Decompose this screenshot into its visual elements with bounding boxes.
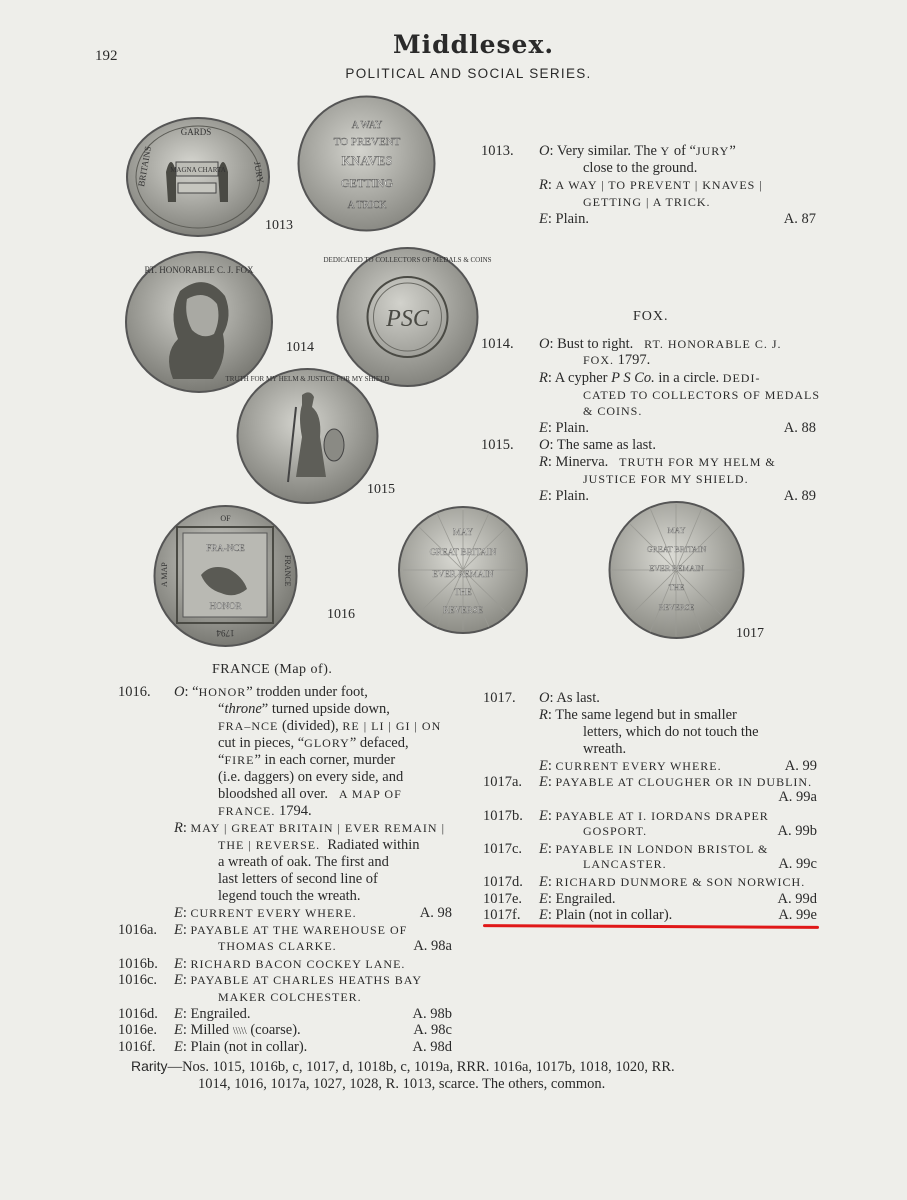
- coin-number-1013: 1013: [265, 218, 293, 233]
- coin-1016-obv-a-map: A MAP: [160, 562, 169, 587]
- obverse-line-5: “FIRE” in each corner, murder: [218, 752, 396, 768]
- reverse-line-1: R: The same legend but in smaller: [539, 707, 737, 723]
- entry-number: 1016c.: [118, 972, 158, 988]
- obverse-line-6: (i.e. daggers) on every side, and: [218, 769, 404, 785]
- edge-line: E: PAYABLE IN LONDON BRISTOL &: [539, 841, 769, 857]
- coin-1017-rev-line5: REVERSE: [658, 603, 695, 612]
- obverse-line-2: FOX. 1797.: [583, 352, 651, 368]
- reverse-line-3: & COINS.: [583, 404, 643, 418]
- edge-line-2: MAKER COLCHESTER.: [218, 990, 362, 1004]
- coin-1016-obv-of: OF: [220, 514, 231, 523]
- edge-line: E: Milled \\\\\ (coarse). A. 98c: [174, 1022, 452, 1038]
- coin-1013-obv-legend-top: GARDS: [180, 127, 212, 137]
- entry-number: 1014.: [481, 336, 514, 352]
- coin-1017-rev-line2: GREAT BRITAIN: [646, 545, 707, 554]
- obverse-line-8: FRANCE. 1794.: [218, 803, 312, 819]
- edge-line: E: PAYABLE AT CLOUGHER OR IN DUBLIN.: [539, 774, 813, 790]
- entry-number: 1016d.: [118, 1006, 158, 1022]
- section-heading-fox: FOX.: [633, 309, 669, 324]
- coin-1016-rev-line5: REVERSE: [442, 605, 484, 615]
- edge-line-2: LANCASTER. A. 99c: [583, 856, 817, 872]
- reverse-line-3: wreath.: [583, 741, 627, 757]
- edge-line: E: Plain. A. 88: [539, 420, 816, 436]
- coin-1016-obv-honor: HONOR: [209, 601, 242, 611]
- reference: A. 88: [783, 420, 816, 436]
- coin-1013-rev-line1: A WAY: [351, 120, 383, 131]
- coin-1013-rev-line4: GETTING: [341, 176, 393, 190]
- coin-1016-reverse: [397, 505, 529, 635]
- entry-number: 1013.: [481, 143, 514, 159]
- coin-1016-rev-line2: GREAT BRITAIN: [429, 547, 497, 557]
- entry-number: 1016f.: [118, 1039, 156, 1055]
- reverse-line-2: THE | REVERSE. Radiated within: [218, 837, 420, 853]
- edge-line: E: RICHARD BACON COCKEY LANE.: [174, 956, 406, 972]
- entry-number: 1017b.: [483, 808, 523, 824]
- entry-number: 1016e.: [118, 1022, 158, 1038]
- coin-1014-obv-legend: RT. HONORABLE C. J. FOX: [144, 265, 254, 275]
- reference: A. 89: [783, 488, 816, 504]
- reverse-line: R: Minerva. TRUTH FOR MY HELM &: [539, 454, 776, 470]
- obverse-line: O: As last.: [539, 690, 600, 706]
- entry-number: 1015.: [481, 437, 514, 453]
- edge-line: E: Plain. A. 89: [539, 488, 816, 504]
- reference: A. 99c: [778, 856, 817, 872]
- entry-number: 1017d.: [483, 874, 523, 890]
- coin-1013-reverse: [297, 95, 436, 232]
- rarity-line-1: Rarity—Nos. 1015, 1016b, c, 1017, d, 1018b, c, 1019a, RRR. 1016a, 1017b, 1018, 1020, RR.: [131, 1058, 675, 1075]
- edge-line: E: CURRENT EVERY WHERE. A. 98: [174, 905, 452, 921]
- obverse-line-7: bloodshed all over. A MAP OF: [218, 786, 402, 802]
- reverse-line-2: CATED TO COLLECTORS OF MEDALS: [583, 388, 821, 402]
- edge-line: E: Plain (not in collar). A. 98d: [174, 1039, 452, 1055]
- obverse-line-2: close to the ground.: [583, 160, 698, 176]
- coin-1016-obv-france: FRANCE: [283, 555, 292, 587]
- edge-line: E: Engrailed. A. 99d: [539, 891, 817, 907]
- coin-1016-obverse: [153, 505, 298, 647]
- edge-line: E: RICHARD DUNMORE & SON NORWICH.: [539, 874, 806, 890]
- coin-1013-obv-banner: MAGNA CHARTA: [170, 166, 226, 174]
- entry-number: 1016a.: [118, 922, 158, 938]
- edge-line: E: Plain (not in collar). A. 99e: [539, 907, 817, 923]
- entry-number: 1016.: [118, 684, 151, 700]
- coin-number-1015: 1015: [367, 482, 395, 497]
- page-title: Middlesex.: [392, 30, 555, 59]
- reference: A. 99e: [778, 907, 817, 923]
- obverse-line: O: Bust to right. RT. HONORABLE C. J.: [539, 336, 782, 352]
- coin-1017-reverse: [608, 500, 745, 640]
- coin-1013-obv-legend-left: BRITAINS: [136, 145, 154, 188]
- obverse-line-4: cut in pieces, “GLORY” defaced,: [218, 735, 409, 751]
- page-subtitle: POLITICAL AND SOCIAL SERIES.: [345, 66, 592, 81]
- edge-line: E: Engrailed. A. 98b: [174, 1006, 452, 1022]
- section-heading-france: FRANCE (Map of).: [212, 662, 333, 677]
- edge-line: E: Plain. A. 87: [539, 211, 816, 227]
- entry-number: 1017.: [483, 690, 516, 706]
- entry-number: 1017a.: [483, 774, 523, 790]
- coin-1016-rev-line1: MAY: [452, 527, 474, 537]
- obverse-line: O: Very similar. The Y of “JURY”: [539, 143, 736, 159]
- reverse-line-4: last letters of second line of: [218, 871, 378, 887]
- coin-1017-rev-line4: THE: [668, 583, 685, 592]
- coin-1016-rev-line3: EVER REMAIN: [432, 569, 494, 579]
- red-underline-highlight: [483, 924, 819, 929]
- coin-1017-rev-line1: MAY: [667, 526, 686, 535]
- coin-1013-rev-line2: TO PREVENT: [333, 136, 401, 148]
- coin-1013-obverse: [126, 117, 270, 237]
- obverse-line-2: “throne” turned upside down,: [218, 701, 390, 717]
- reverse-line-2: letters, which do not touch the: [583, 724, 759, 740]
- obverse-line: O: The same as last.: [539, 437, 656, 453]
- reverse-line-2: JUSTICE FOR MY SHIELD.: [583, 472, 749, 486]
- edge-line: E: CURRENT EVERY WHERE. A. 99: [539, 758, 817, 774]
- reverse-line-1: R: MAY | GREAT BRITAIN | EVER REMAIN |: [174, 820, 445, 836]
- coin-number-1017: 1017: [736, 626, 764, 641]
- reverse-line-2: GETTING | A TRICK.: [583, 195, 711, 209]
- edge-line: E: PAYABLE AT THE WAREHOUSE OF: [174, 922, 408, 938]
- coin-1015-rev-legend: TRUTH FOR MY HELM & JUSTICE FOR MY SHIELD: [225, 375, 390, 383]
- reverse-line-5: legend touch the wreath.: [218, 888, 361, 904]
- edge-line-2: GOSPORT. A. 99b: [583, 823, 817, 839]
- entry-number: 1016b.: [118, 956, 158, 972]
- reference: A. 99b: [777, 823, 817, 839]
- entry-number: 1017e.: [483, 891, 523, 907]
- reference: A. 98b: [412, 1006, 452, 1022]
- coin-1013-obv-legend-right: JURY: [252, 160, 266, 185]
- coin-1014-rev-legend: DEDICATED TO COLLECTORS OF MEDALS & COINS: [323, 256, 492, 264]
- coin-1016-rev-line4: THE: [454, 587, 472, 597]
- reference: A. 98c: [413, 1022, 452, 1038]
- coin-number-1016: 1016: [327, 607, 355, 622]
- edge-line: E: PAYABLE AT CHARLES HEATHS BAY: [174, 972, 423, 988]
- reference: A. 98a: [413, 938, 452, 954]
- obverse-line-1: O: “HONOR” trodden under foot,: [174, 684, 368, 700]
- reference: A. 87: [783, 211, 816, 227]
- coin-1013-rev-line3: KNAVES: [341, 153, 393, 168]
- reverse-line: R: A WAY | TO PREVENT | KNAVES |: [539, 177, 763, 193]
- coin-number-1014: 1014: [286, 340, 314, 355]
- rarity-line-2: 1014, 1016, 1017a, 1027, 1028, R. 1013, scarce. The others, common.: [198, 1076, 606, 1092]
- page-number: 192: [95, 48, 118, 64]
- entry-number: 1017f.: [483, 907, 521, 923]
- edge-line-2: THOMAS CLARKE. A. 98a: [218, 938, 452, 954]
- coin-1014-rev-cypher: PSC: [386, 306, 429, 332]
- reference: A. 98d: [412, 1039, 452, 1055]
- milling-mark: \\\\\: [232, 1026, 247, 1037]
- reverse-line-3: a wreath of oak. The first and: [218, 854, 389, 870]
- coin-1016-obv-fra-nce: FRA-NCE: [206, 543, 245, 553]
- edge-line: E: PAYABLE AT I. IORDANS DRAPER: [539, 808, 769, 824]
- entry-number: 1017c.: [483, 841, 523, 857]
- rarity-label: Rarity: [131, 1058, 168, 1074]
- reference: A. 99: [784, 758, 817, 774]
- coin-1013-rev-line5: A TRICK: [347, 200, 387, 211]
- obverse-line-3: FRA–NCE (divided), RE | LI | GI | ON: [218, 718, 442, 734]
- coin-1017-rev-line3: EVER REMAIN: [649, 564, 704, 573]
- coin-1016-obv-year: 1794: [216, 628, 235, 638]
- reverse-line: R: A cypher P S Co. in a circle. DEDI-: [539, 370, 761, 386]
- reference: A. 99d: [777, 891, 817, 907]
- reference: A. 99a: [778, 789, 817, 805]
- reference: A. 98: [419, 905, 452, 921]
